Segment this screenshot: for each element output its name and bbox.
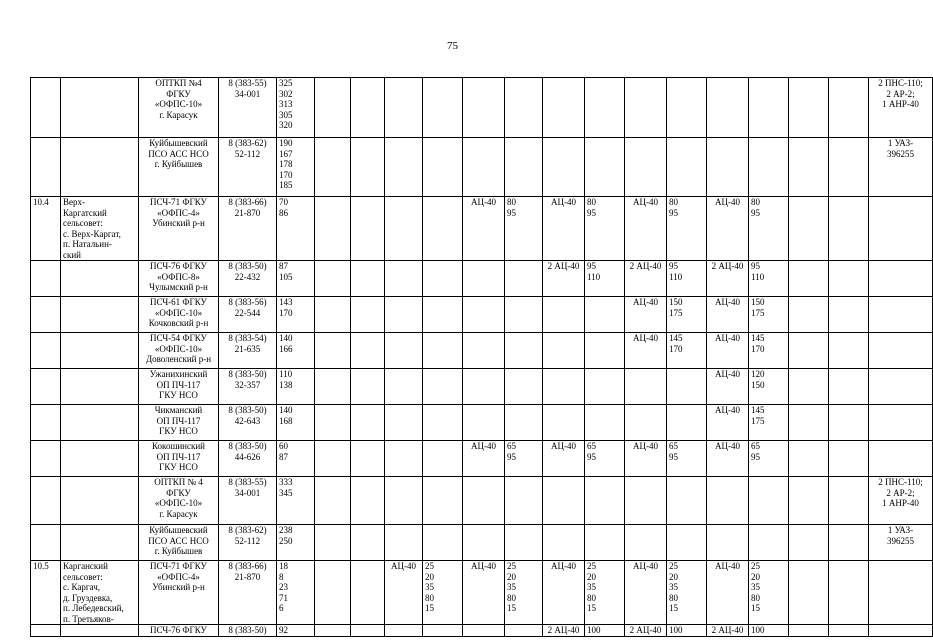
distance-3-cell [505, 369, 543, 405]
settlement-cell: Верх- Каргатский сельсовет: с. Верх-Каргат, п. Натальин- ский [61, 197, 139, 261]
distance-6-cell: 80 95 [749, 197, 789, 261]
distance-4-cell: 95 110 [585, 261, 625, 297]
settlement-cell [61, 625, 139, 637]
vehicle-5-cell: АЦ-40 [625, 297, 667, 333]
vehicle-3-cell: АЦ-40 [463, 441, 505, 477]
vehicle-4-cell: 2 АЦ-40 [543, 625, 585, 637]
vehicle-6-cell: 2 АЦ-40 [707, 261, 749, 297]
fire-unit-cell: Ужаниxинский ОП ПЧ-117 ГКУ НСО [139, 369, 219, 405]
distance-2-cell [423, 78, 463, 138]
vehicle-5-cell: 2 АЦ-40 [625, 625, 667, 637]
distance-7-cell [829, 297, 869, 333]
distance-4-cell: 25 20 35 80 15 [585, 561, 625, 625]
row-number-cell [31, 441, 61, 477]
distance-cell: 140 168 [277, 405, 315, 441]
vehicle-2-cell [385, 138, 423, 197]
fire-unit-cell: ПСЧ-76 ФГКУ «ОФПС-8» Чулымский р-н [139, 261, 219, 297]
distance-3-cell [505, 625, 543, 637]
vehicle-4-cell [543, 297, 585, 333]
distance-5-cell: 25 20 35 80 15 [667, 561, 707, 625]
distance-1-cell [351, 561, 385, 625]
vehicle-2-cell [385, 477, 423, 525]
vehicle-3-cell [463, 138, 505, 197]
row-number-cell [31, 525, 61, 561]
table-row [31, 405, 933, 441]
distance-6-cell: 100 [749, 625, 789, 637]
distance-2-cell [423, 197, 463, 261]
settlement-cell [61, 477, 139, 525]
vehicle-6-cell: АЦ-40 [707, 561, 749, 625]
distance-1-cell [351, 625, 385, 637]
special-equipment-cell: 1 УАЗ- 396255 [869, 138, 933, 197]
vehicle-7-cell [789, 261, 829, 297]
table-row [31, 477, 933, 525]
vehicle-5-cell: АЦ-40 [625, 197, 667, 261]
distance-6-cell: 145 175 [749, 405, 789, 441]
vehicle-6-cell [707, 477, 749, 525]
distance-2-cell [423, 333, 463, 369]
vehicle-6-cell: АЦ-40 [707, 369, 749, 405]
vehicle-2-cell [385, 333, 423, 369]
vehicle-5-cell: АЦ-40 [625, 561, 667, 625]
special-equipment-cell [869, 405, 933, 441]
distance-4-cell [585, 405, 625, 441]
distance-2-cell: 25 20 35 80 15 [423, 561, 463, 625]
distance-1-cell [351, 297, 385, 333]
vehicle-2-cell [385, 197, 423, 261]
distance-7-cell [829, 197, 869, 261]
distance-5-cell [667, 369, 707, 405]
vehicle-1-cell [315, 197, 351, 261]
distance-1-cell [351, 138, 385, 197]
vehicle-4-cell: АЦ-40 [543, 441, 585, 477]
row-number-cell [31, 297, 61, 333]
phone-cell: 8 (383-50) [219, 625, 277, 637]
distance-cell: 140 166 [277, 333, 315, 369]
phone-cell: 8 (383-55) 34-001 [219, 477, 277, 525]
fire-unit-cell: ПСЧ-71 ФГКУ «ОФПС-4» Убинский р-н [139, 197, 219, 261]
vehicle-4-cell [543, 333, 585, 369]
fire-unit-cell: Чикманский ОП ПЧ-117 ГКУ НСО [139, 405, 219, 441]
distance-4-cell [585, 525, 625, 561]
vehicle-3-cell: АЦ-40 [463, 561, 505, 625]
settlement-cell [61, 405, 139, 441]
distance-7-cell [829, 78, 869, 138]
distance-2-cell [423, 525, 463, 561]
distance-1-cell [351, 333, 385, 369]
fire-unit-cell: ОПТКП №4 ФГКУ «ОФПС-10» г. Карасук [139, 78, 219, 138]
fire-departure-table [30, 77, 933, 637]
row-number-cell [31, 333, 61, 369]
distance-7-cell [829, 625, 869, 637]
distance-7-cell [829, 441, 869, 477]
phone-cell: 8 (383-50) 44-626 [219, 441, 277, 477]
vehicle-1-cell [315, 369, 351, 405]
distance-2-cell [423, 625, 463, 637]
vehicle-6-cell: АЦ-40 [707, 405, 749, 441]
distance-4-cell [585, 369, 625, 405]
phone-cell: 8 (383-50) 42-643 [219, 405, 277, 441]
row-number-cell [31, 261, 61, 297]
table-row [31, 561, 933, 625]
fire-unit-cell: ПСЧ-71 ФГКУ «ОФПС-4» Убинский р-н [139, 561, 219, 625]
special-equipment-cell [869, 297, 933, 333]
vehicle-2-cell: АЦ-40 [385, 561, 423, 625]
vehicle-1-cell [315, 405, 351, 441]
distance-7-cell [829, 261, 869, 297]
distance-1-cell [351, 78, 385, 138]
special-equipment-cell [869, 369, 933, 405]
vehicle-2-cell [385, 525, 423, 561]
distance-cell: 110 138 [277, 369, 315, 405]
vehicle-1-cell [315, 441, 351, 477]
distance-3-cell [505, 405, 543, 441]
distance-4-cell [585, 78, 625, 138]
distance-2-cell [423, 369, 463, 405]
distance-cell: 18 8 23 71 6 [277, 561, 315, 625]
distance-cell: 190 167 178 170 185 [277, 138, 315, 197]
distance-4-cell [585, 477, 625, 525]
table-row [31, 138, 933, 197]
distance-cell: 333 345 [277, 477, 315, 525]
vehicle-5-cell: АЦ-40 [625, 441, 667, 477]
vehicle-1-cell [315, 138, 351, 197]
distance-1-cell [351, 525, 385, 561]
vehicle-7-cell [789, 297, 829, 333]
distance-5-cell [667, 525, 707, 561]
table-row [31, 625, 933, 637]
vehicle-7-cell [789, 525, 829, 561]
vehicle-4-cell: АЦ-40 [543, 561, 585, 625]
distance-4-cell: 80 95 [585, 197, 625, 261]
distance-2-cell [423, 261, 463, 297]
distance-5-cell: 145 170 [667, 333, 707, 369]
row-number-cell [31, 405, 61, 441]
vehicle-4-cell [543, 369, 585, 405]
distance-3-cell: 65 95 [505, 441, 543, 477]
vehicle-1-cell [315, 333, 351, 369]
distance-3-cell [505, 261, 543, 297]
distance-5-cell [667, 138, 707, 197]
row-number-cell: 10.5 [31, 561, 61, 625]
settlement-cell [61, 369, 139, 405]
settlement-cell: Карганский сельсовет: с. Каргач, д. Груздевка, п. Лебедевский, п. Третьяков- [61, 561, 139, 625]
vehicle-5-cell [625, 477, 667, 525]
vehicle-5-cell [625, 405, 667, 441]
distance-cell: 92 [277, 625, 315, 637]
table-row [31, 441, 933, 477]
fire-unit-cell: Куйбышевский ПСО АСС НСО г. Куйбышев [139, 138, 219, 197]
distance-6-cell: 120 150 [749, 369, 789, 405]
distance-6-cell [749, 525, 789, 561]
fire-unit-cell: ПСЧ-54 ФГКУ «ОФПС-10» Доволенский р-н [139, 333, 219, 369]
distance-3-cell [505, 297, 543, 333]
vehicle-5-cell [625, 138, 667, 197]
vehicle-6-cell: АЦ-40 [707, 297, 749, 333]
phone-cell: 8 (383-50) 32-357 [219, 369, 277, 405]
distance-2-cell [423, 297, 463, 333]
distance-5-cell: 150 175 [667, 297, 707, 333]
vehicle-5-cell: АЦ-40 [625, 333, 667, 369]
vehicle-7-cell [789, 561, 829, 625]
special-equipment-cell: 1 УАЗ- 396255 [869, 525, 933, 561]
distance-3-cell: 80 95 [505, 197, 543, 261]
vehicle-7-cell [789, 197, 829, 261]
vehicle-7-cell [789, 625, 829, 637]
vehicle-4-cell [543, 138, 585, 197]
distance-2-cell [423, 405, 463, 441]
phone-cell: 8 (383-66) 21-870 [219, 561, 277, 625]
settlement-cell [61, 138, 139, 197]
vehicle-1-cell [315, 525, 351, 561]
distance-5-cell [667, 405, 707, 441]
settlement-cell [61, 441, 139, 477]
vehicle-2-cell [385, 78, 423, 138]
special-equipment-cell [869, 561, 933, 625]
row-number-cell: 10.4 [31, 197, 61, 261]
distance-cell: 60 87 [277, 441, 315, 477]
distance-1-cell [351, 441, 385, 477]
distance-6-cell: 65 95 [749, 441, 789, 477]
vehicle-5-cell [625, 525, 667, 561]
distance-4-cell [585, 333, 625, 369]
vehicle-3-cell [463, 78, 505, 138]
distance-6-cell: 150 175 [749, 297, 789, 333]
distance-7-cell [829, 369, 869, 405]
row-number-cell [31, 477, 61, 525]
vehicle-7-cell [789, 138, 829, 197]
vehicle-1-cell [315, 297, 351, 333]
distance-5-cell: 80 95 [667, 197, 707, 261]
row-number-cell [31, 138, 61, 197]
distance-3-cell: 25 20 35 80 15 [505, 561, 543, 625]
fire-unit-cell: Куйбышевский ПСО АСС НСО г. Куйбышев [139, 525, 219, 561]
vehicle-6-cell [707, 138, 749, 197]
vehicle-6-cell [707, 525, 749, 561]
vehicle-2-cell [385, 625, 423, 637]
page-number: 75 [447, 40, 458, 52]
distance-3-cell [505, 525, 543, 561]
distance-5-cell: 100 [667, 625, 707, 637]
distance-6-cell: 25 20 35 80 15 [749, 561, 789, 625]
distance-cell: 70 86 [277, 197, 315, 261]
vehicle-1-cell [315, 78, 351, 138]
distance-1-cell [351, 261, 385, 297]
distance-7-cell [829, 333, 869, 369]
vehicle-2-cell [385, 369, 423, 405]
fire-unit-cell: ПСЧ-61 ФГКУ «ОФПС-10» Кочковский р-н [139, 297, 219, 333]
distance-cell: 238 250 [277, 525, 315, 561]
vehicle-5-cell [625, 369, 667, 405]
distance-cell: 143 170 [277, 297, 315, 333]
vehicle-5-cell [625, 78, 667, 138]
distance-1-cell [351, 197, 385, 261]
distance-4-cell: 100 [585, 625, 625, 637]
vehicle-3-cell [463, 261, 505, 297]
vehicle-1-cell [315, 561, 351, 625]
distance-6-cell [749, 78, 789, 138]
phone-cell: 8 (383-50) 22-432 [219, 261, 277, 297]
vehicle-3-cell [463, 525, 505, 561]
vehicle-4-cell [543, 477, 585, 525]
distance-6-cell [749, 477, 789, 525]
vehicle-7-cell [789, 78, 829, 138]
vehicle-3-cell [463, 297, 505, 333]
phone-cell: 8 (383-62) 52-112 [219, 138, 277, 197]
vehicle-6-cell: АЦ-40 [707, 441, 749, 477]
table-row [31, 333, 933, 369]
table-row [31, 297, 933, 333]
distance-5-cell: 95 110 [667, 261, 707, 297]
vehicle-2-cell [385, 441, 423, 477]
row-number-cell [31, 78, 61, 138]
vehicle-3-cell [463, 369, 505, 405]
table-row [31, 78, 933, 138]
fire-unit-cell: Кокошинский ОП ПЧ-117 ГКУ НСО [139, 441, 219, 477]
phone-cell: 8 (383-62) 52-112 [219, 525, 277, 561]
distance-5-cell: 65 95 [667, 441, 707, 477]
settlement-cell [61, 297, 139, 333]
special-equipment-cell [869, 441, 933, 477]
special-equipment-cell [869, 333, 933, 369]
special-equipment-cell [869, 261, 933, 297]
special-equipment-cell: 2 ПНС-110; 2 АР-2; 1 АНР-40 [869, 78, 933, 138]
vehicle-7-cell [789, 405, 829, 441]
vehicle-5-cell: 2 АЦ-40 [625, 261, 667, 297]
special-equipment-cell [869, 625, 933, 637]
vehicle-4-cell: АЦ-40 [543, 197, 585, 261]
vehicle-7-cell [789, 369, 829, 405]
vehicle-6-cell: АЦ-40 [707, 197, 749, 261]
vehicle-3-cell [463, 405, 505, 441]
vehicle-1-cell [315, 261, 351, 297]
table-row [31, 261, 933, 297]
vehicle-4-cell [543, 78, 585, 138]
vehicle-7-cell [789, 441, 829, 477]
distance-1-cell [351, 477, 385, 525]
distance-2-cell [423, 138, 463, 197]
distance-7-cell [829, 525, 869, 561]
distance-2-cell [423, 477, 463, 525]
vehicle-7-cell [789, 477, 829, 525]
settlement-cell [61, 261, 139, 297]
special-equipment-cell [869, 197, 933, 261]
distance-6-cell [749, 138, 789, 197]
vehicle-2-cell [385, 297, 423, 333]
distance-7-cell [829, 477, 869, 525]
vehicle-4-cell: 2 АЦ-40 [543, 261, 585, 297]
row-number-cell [31, 369, 61, 405]
distance-3-cell [505, 78, 543, 138]
phone-cell: 8 (383-66) 21-870 [219, 197, 277, 261]
vehicle-6-cell: 2 АЦ-40 [707, 625, 749, 637]
fire-unit-cell: ПСЧ-76 ФГКУ [139, 625, 219, 637]
distance-2-cell [423, 441, 463, 477]
settlement-cell [61, 78, 139, 138]
distance-4-cell [585, 297, 625, 333]
vehicle-3-cell [463, 333, 505, 369]
phone-cell: 8 (383-55) 34-001 [219, 78, 277, 138]
vehicle-7-cell [789, 333, 829, 369]
vehicle-3-cell: АЦ-40 [463, 197, 505, 261]
distance-4-cell [585, 138, 625, 197]
vehicle-6-cell [707, 78, 749, 138]
distance-5-cell [667, 78, 707, 138]
phone-cell: 8 (383-54) 21-635 [219, 333, 277, 369]
vehicle-3-cell [463, 477, 505, 525]
special-equipment-cell: 2 ПНС-110; 2 АР-2; 1 АНР-40 [869, 477, 933, 525]
vehicle-6-cell: АЦ-40 [707, 333, 749, 369]
distance-3-cell [505, 477, 543, 525]
vehicle-1-cell [315, 625, 351, 637]
settlement-cell [61, 333, 139, 369]
vehicle-2-cell [385, 261, 423, 297]
distance-7-cell [829, 138, 869, 197]
row-number-cell [31, 625, 61, 637]
distance-1-cell [351, 369, 385, 405]
phone-cell: 8 (383-56) 22-544 [219, 297, 277, 333]
fire-unit-cell: ОПТКП № 4 ФГКУ «ОФПС-10» г. Карасук [139, 477, 219, 525]
distance-6-cell: 145 170 [749, 333, 789, 369]
distance-5-cell [667, 477, 707, 525]
table-row [31, 369, 933, 405]
distance-3-cell [505, 333, 543, 369]
distance-cell: 87 105 [277, 261, 315, 297]
vehicle-3-cell [463, 625, 505, 637]
distance-1-cell [351, 405, 385, 441]
distance-3-cell [505, 138, 543, 197]
settlement-cell [61, 525, 139, 561]
table-row [31, 197, 933, 261]
vehicle-2-cell [385, 405, 423, 441]
vehicle-4-cell [543, 525, 585, 561]
distance-4-cell: 65 95 [585, 441, 625, 477]
distance-6-cell: 95 110 [749, 261, 789, 297]
table-row [31, 525, 933, 561]
distance-cell: 325 302 313 305 320 [277, 78, 315, 138]
distance-7-cell [829, 405, 869, 441]
vehicle-1-cell [315, 477, 351, 525]
distance-7-cell [829, 561, 869, 625]
vehicle-4-cell [543, 405, 585, 441]
